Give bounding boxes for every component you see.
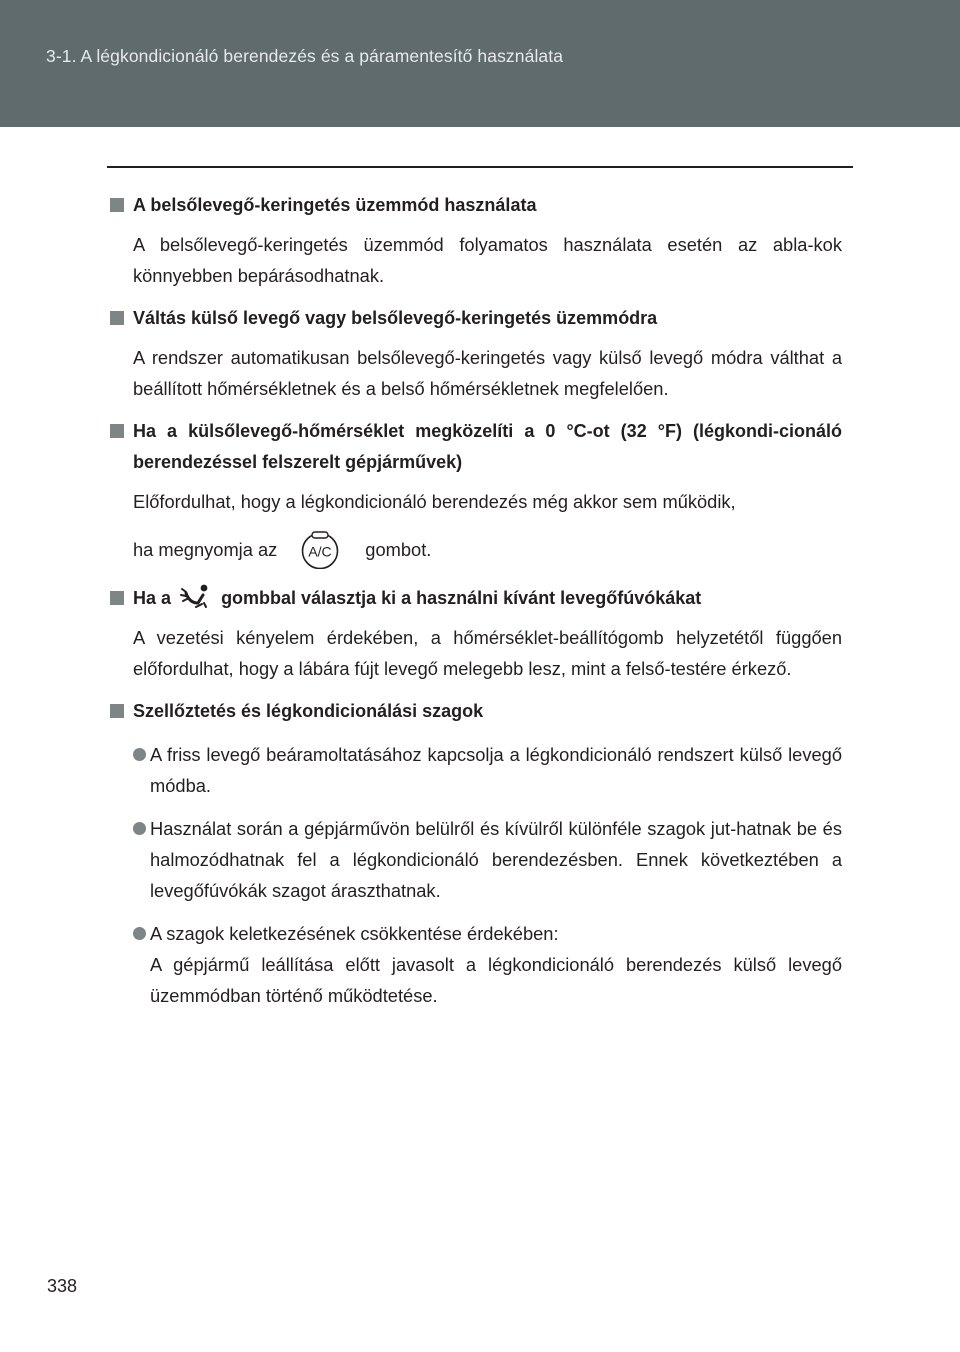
section-paragraph: A belsőlevegő-keringetés üzemmód folyamatos használata esetén az abla-kok könnyebben bepárásodhatnak. (133, 234, 842, 286)
page-content (110, 190, 842, 1023)
page-number: 338 (47, 1276, 78, 1296)
square-bullet-icon (110, 198, 124, 212)
round-bullet-icon (133, 748, 146, 761)
page-header-band (0, 0, 960, 127)
square-bullet-icon (110, 704, 124, 718)
ac-instruction-line: ha megnyomja az A/C gombot. (133, 521, 842, 577)
list-item: A szagok keletkezésének csökkentése érdekében: A gépjármű leállítása előtt javasolt a légkondicionáló berendezés külső levegő üzemmódban történő működtetése. (110, 918, 842, 1011)
section-heading-mode-switch: Váltás külső levegő vagy belsőlevegő-keringetés üzemmódra (110, 303, 842, 334)
ac-button-icon (291, 529, 349, 569)
chapter-title: 3-1. A légkondicionáló berendezés és a páramentesítő használata (46, 46, 564, 66)
list-item: Használat során a gépjárművön belülről és kívülről különféle szagok jut-hatnak be és halmozódhatnak fel a légkondicionáló berendezésben. Ennek következtében a levegőfúvókák szagot áraszthatnak. (110, 813, 842, 906)
section-heading-low-temperature: Ha a külsőlevegő-hőmérséklet megközelíti a 0 °C-ot (32 °F) (légkondi-cionáló berendezéssel felszerelt gépjárművek) (110, 416, 842, 478)
square-bullet-icon (110, 311, 124, 325)
section-paragraph: A vezetési kényelem érdekében, a hőmérséklet-beállítógomb helyzetétől függően előfordulhat, hogy a lábára fújt levegő melegebb lesz, mint a felső-testére érkező. (133, 627, 842, 679)
section-paragraph: A rendszer automatikusan belsőlevegő-keringetés vagy külső levegő módra válthat a beállított hőmérsékletnek és a belső hőmérsékletnek megfelelően. (133, 347, 842, 399)
airflow-mode-icon (178, 583, 214, 609)
section-rule (107, 166, 853, 168)
section-heading-vent-selection: Ha a gombbal választja ki a használni kívánt levegőfúvókákat (110, 583, 842, 614)
square-bullet-icon (110, 424, 124, 438)
round-bullet-icon (133, 822, 146, 835)
list-item: A friss levegő beáramoltatásához kapcsolja a légkondicionáló rendszert külső levegő módba. (110, 739, 842, 801)
section-heading-recirculation: A belsőlevegő-keringetés üzemmód használata (110, 190, 842, 221)
round-bullet-icon (133, 927, 146, 940)
square-bullet-icon (110, 591, 124, 605)
svg-text:A/C: A/C (308, 543, 332, 560)
section-paragraph: Előfordulhat, hogy a légkondicionáló berendezés még akkor sem működik, ha megnyomja az A/C gombot. (110, 486, 842, 577)
section-heading-odors: Szellőztetés és légkondicionálási szagok (110, 696, 842, 727)
